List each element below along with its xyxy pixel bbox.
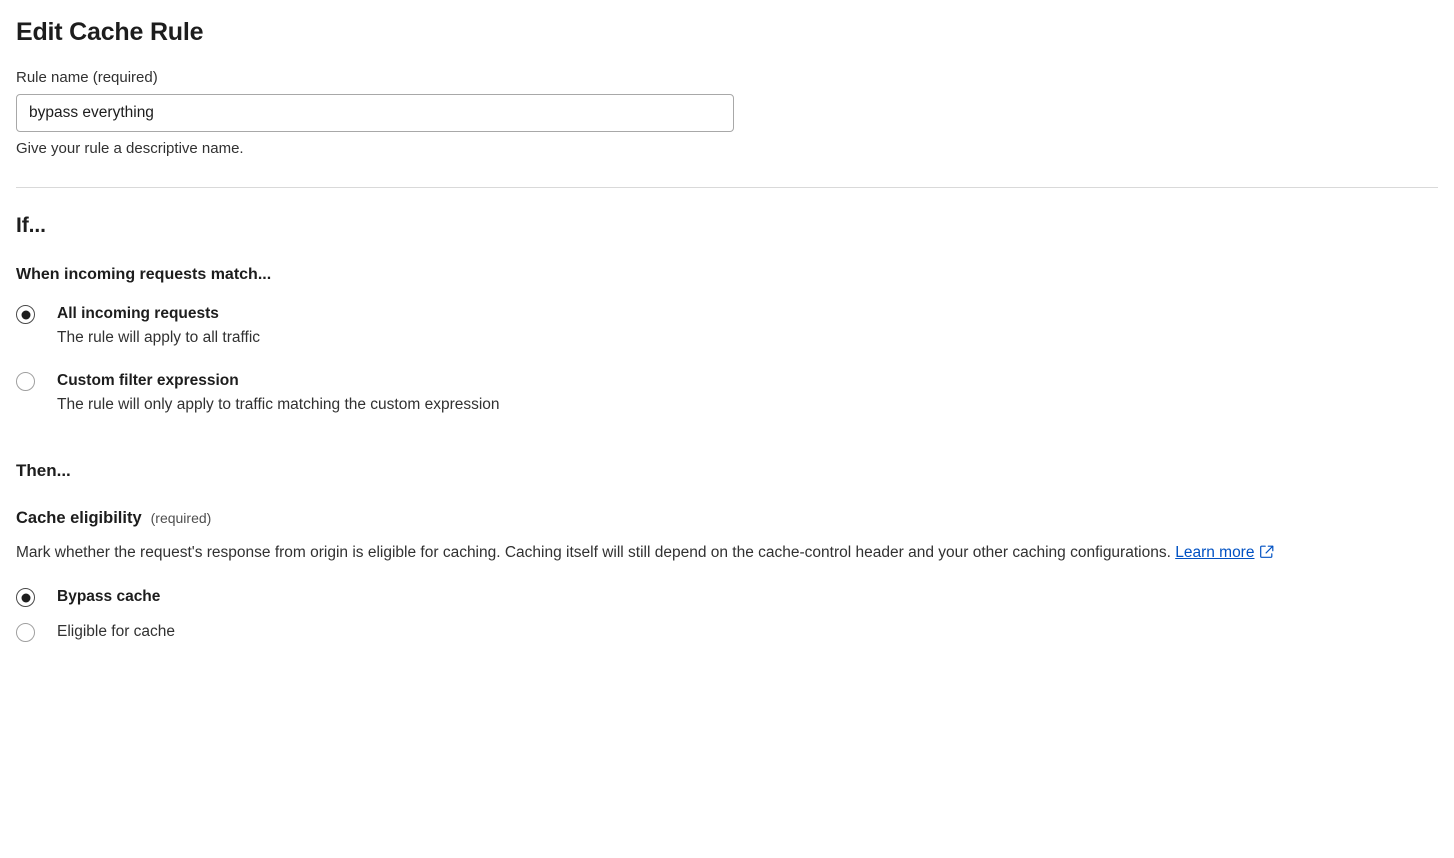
cache-eligibility-description bbox=[16, 541, 1436, 567]
external-link-icon[interactable] bbox=[1260, 543, 1274, 567]
radio-button-custom-filter-expression[interactable] bbox=[16, 372, 35, 391]
radio-label-eligible-for-cache: Eligible for cache bbox=[57, 623, 176, 641]
radio-option-custom-filter-expression[interactable] bbox=[16, 371, 1438, 416]
radio-option-text bbox=[57, 304, 260, 349]
cache-eligibility-radio-group bbox=[16, 587, 1438, 642]
incoming-requests-radio-group bbox=[16, 304, 1438, 415]
cache-eligibility-description-text: Mark whether the request's response from origin is eligible for caching. Caching itself will still depend on the cache-control header and your other caching configurations. bbox=[16, 544, 1176, 562]
radio-description-all-incoming-requests: The rule will apply to all traffic bbox=[57, 329, 261, 347]
radio-label-all-incoming-requests: All incoming requests bbox=[57, 305, 219, 322]
radio-label-bypass-cache: Bypass cache bbox=[57, 588, 161, 606]
rule-name-input[interactable] bbox=[16, 94, 734, 132]
section-divider bbox=[16, 187, 1438, 188]
rule-name-help-text: Give your rule a descriptive name. bbox=[16, 140, 244, 157]
radio-button-bypass-cache[interactable] bbox=[16, 588, 35, 607]
rule-name-field-group bbox=[16, 69, 1438, 157]
if-section-subheading: When incoming requests match... bbox=[16, 266, 272, 283]
radio-description-custom-filter-expression: The rule will only apply to traffic matching the custom expression bbox=[57, 395, 500, 413]
radio-option-text bbox=[57, 371, 500, 416]
rule-name-label: Rule name (required) bbox=[16, 69, 158, 86]
cache-eligibility-title: Cache eligibility bbox=[16, 509, 142, 528]
radio-option-eligible-for-cache[interactable] bbox=[16, 622, 1438, 642]
page-title: Edit Cache Rule bbox=[16, 18, 204, 46]
cache-eligibility-required-label: (required) bbox=[150, 510, 212, 527]
radio-button-eligible-for-cache[interactable] bbox=[16, 623, 35, 642]
if-section-heading: If... bbox=[16, 214, 46, 237]
then-section-heading: Then... bbox=[16, 461, 71, 481]
radio-label-custom-filter-expression: Custom filter expression bbox=[57, 371, 239, 389]
radio-option-all-incoming-requests[interactable] bbox=[16, 304, 1438, 349]
radio-option-text bbox=[57, 587, 160, 606]
learn-more-link[interactable]: Learn more bbox=[1175, 544, 1255, 562]
radio-option-text bbox=[57, 622, 175, 641]
radio-option-bypass-cache[interactable] bbox=[16, 587, 1438, 607]
radio-button-all-incoming-requests[interactable] bbox=[16, 305, 35, 324]
cache-eligibility-header bbox=[16, 509, 1438, 528]
